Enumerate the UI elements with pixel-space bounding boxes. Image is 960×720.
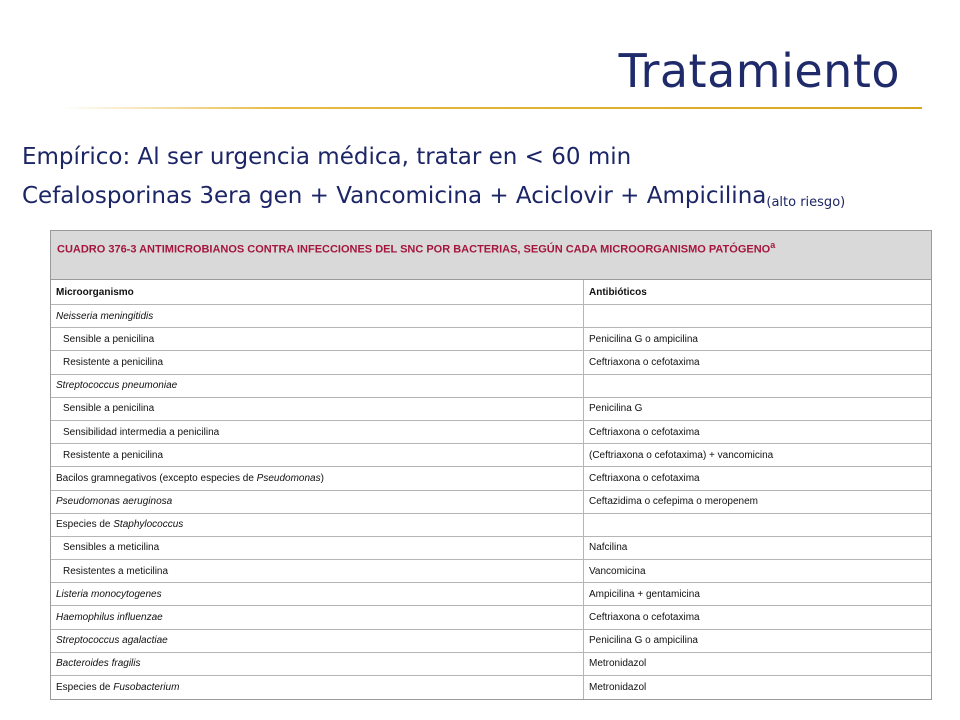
antibiotic-cell xyxy=(584,375,931,397)
organism-genus: Fusobacterium xyxy=(113,682,180,694)
antimicrobial-table xyxy=(50,230,932,700)
antibiotic-cell: Ceftriaxona o cefotaxima xyxy=(589,426,700,438)
organism-genus: Pseudomonas xyxy=(256,472,321,484)
table-row xyxy=(51,653,931,676)
regimen-text: Cefalosporinas 3era gen + Vancomicina + Aciclovir + Ampicilina xyxy=(22,183,767,209)
organism-cell xyxy=(51,467,584,489)
empirical-line: Empírico: Al ser urgencia médica, tratar en < 60 min xyxy=(22,144,632,170)
organism-cell: Streptococcus pneumoniae xyxy=(51,375,584,397)
organism-cell: Sensibles a meticilina xyxy=(51,537,584,559)
antibiotic-cell: Penicilina G o ampicilina xyxy=(589,333,698,345)
antibiotic-cell: Ceftriaxona o cefotaxima xyxy=(589,356,700,368)
antibiotic-cell: Ampicilina + gentamicina xyxy=(589,588,700,600)
antibiotic-cell: Penicilina G o ampicilina xyxy=(589,635,698,647)
antibiotic-cell: Metronidazol xyxy=(589,658,647,670)
col-header-antibiotics: Antibióticos xyxy=(589,286,647,298)
table-caption-text: CUADRO 376-3 ANTIMICROBIANOS CONTRA INFECCIONES DEL SNC POR BACTERIAS, SEGÚN CADA MICROORGANISMO PATÓGENO xyxy=(57,243,771,256)
organism-genus: Staphylococcus xyxy=(113,519,184,531)
organism-cell: Sensible a penicilina xyxy=(51,328,584,350)
table-row xyxy=(51,467,931,490)
organism-cell: Streptococcus agalactiae xyxy=(51,630,584,652)
table-row xyxy=(51,328,931,351)
table-row xyxy=(51,444,931,467)
organism-cell: Bacteroides fragilis xyxy=(51,653,584,675)
antibiotic-cell xyxy=(584,305,931,327)
antibiotic-cell: Ceftriaxona o cefotaxima xyxy=(589,472,700,484)
table-row xyxy=(51,583,931,606)
organism-text: Bacilos gramnegativos (excepto especies de xyxy=(56,472,257,484)
table-row xyxy=(51,351,931,374)
table-row xyxy=(51,375,931,398)
organism-cell: Resistentes a meticilina xyxy=(51,560,584,582)
organism-text: Especies de xyxy=(56,519,114,531)
antibiotic-cell: Nafcilina xyxy=(589,542,628,554)
antibiotic-cell xyxy=(584,514,931,536)
regimen-line xyxy=(22,183,845,210)
organism-cell xyxy=(51,514,584,536)
organism-cell: Neisseria meningitidis xyxy=(51,305,584,327)
table-row xyxy=(51,560,931,583)
table-row xyxy=(51,537,931,560)
organism-cell: Resistente a penicilina xyxy=(51,444,584,466)
antibiotic-cell: Vancomicina xyxy=(589,565,646,577)
table-row xyxy=(51,606,931,629)
col-header-microorganism: Microorganismo xyxy=(51,280,584,304)
table-caption xyxy=(51,231,931,280)
antibiotic-cell: Metronidazol xyxy=(589,682,647,694)
organism-text: Especies de xyxy=(56,682,114,694)
organism-cell: Haemophilus influenzae xyxy=(51,606,584,628)
organism-cell: Resistente a penicilina xyxy=(51,351,584,373)
title-divider xyxy=(62,107,922,109)
table-row xyxy=(51,676,931,699)
organism-cell: Sensibilidad intermedia a penicilina xyxy=(51,421,584,443)
organism-cell: Listeria monocytogenes xyxy=(51,583,584,605)
antibiotic-cell: Ceftazidima o cefepima o meropenem xyxy=(589,496,758,508)
organism-text-end: ) xyxy=(320,472,324,484)
table-row xyxy=(51,421,931,444)
organism-cell: Pseudomonas aeruginosa xyxy=(51,491,584,513)
table-row xyxy=(51,398,931,421)
table-row xyxy=(51,305,931,328)
table-header-row xyxy=(51,280,931,305)
regimen-note: (alto riesgo) xyxy=(766,195,846,210)
slide-title: Tratamiento xyxy=(618,44,900,98)
table-row xyxy=(51,514,931,537)
organism-cell xyxy=(51,676,584,699)
antibiotic-cell: (Ceftriaxona o cefotaxima) + vancomicina xyxy=(589,449,774,461)
antibiotic-cell: Penicilina G xyxy=(589,403,643,415)
table-row xyxy=(51,630,931,653)
organism-cell: Sensible a penicilina xyxy=(51,398,584,420)
table-caption-footnote: a xyxy=(770,240,776,250)
table-row xyxy=(51,491,931,514)
antibiotic-cell: Ceftriaxona o cefotaxima xyxy=(589,612,700,624)
